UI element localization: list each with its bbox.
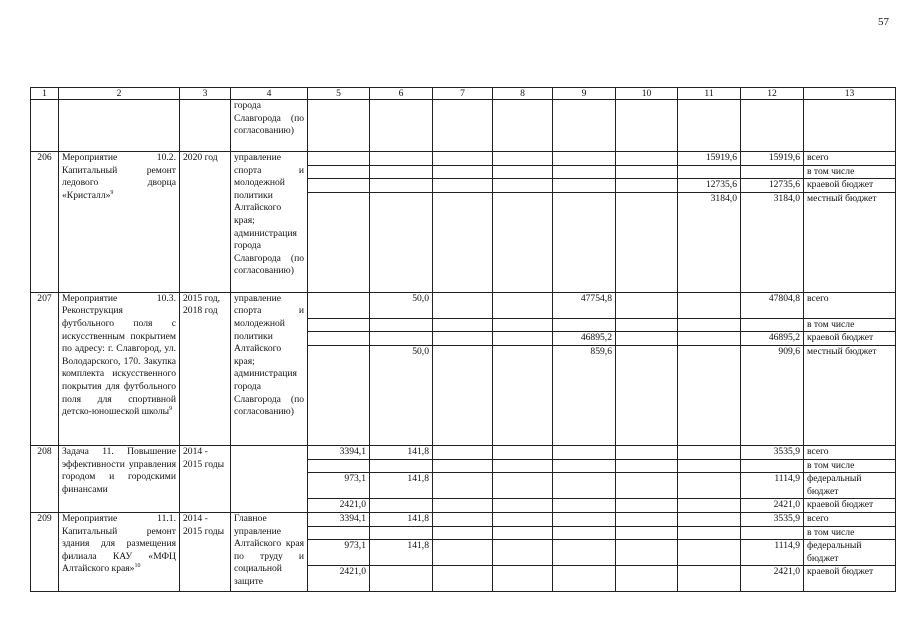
row-number: 207 <box>31 292 59 445</box>
value-cell: 50,0 <box>370 345 433 445</box>
value-cell: 46895,2 <box>553 332 616 346</box>
value-cell: 3394,1 <box>308 445 370 459</box>
value-cell: 973,1 <box>308 540 370 566</box>
value-cell: 47804,8 <box>741 292 804 318</box>
measure-name: Мероприятие 11.1. Капитальный ремонт здания для размещения филиала КАУ «МФЦ Алтайского края»$^{10}$ <box>59 512 180 591</box>
budget-label: всего <box>804 152 896 166</box>
value-cell: 2421,0 <box>741 566 804 592</box>
value-cell: 3535,9 <box>741 512 804 526</box>
value-cell: 15919,6 <box>678 152 741 166</box>
table-row <box>31 152 896 166</box>
footnote-mark: 9 <box>110 189 114 196</box>
value-cell: 12735,6 <box>741 179 804 193</box>
header-cell: 10 <box>616 88 678 100</box>
value-cell: 47754,8 <box>553 292 616 318</box>
header-cell: 7 <box>433 88 493 100</box>
year-cell: 2014 - 2015 годы <box>180 445 231 512</box>
value-cell <box>308 459 370 473</box>
value-cell: 15919,6 <box>741 152 804 166</box>
budget-label: краевой бюджет <box>804 179 896 193</box>
value-cell: 859,6 <box>553 345 616 445</box>
measure-name: Мероприятие 10.2. Капитальный ремонт ледового дворца «Кристалл»$^9$ <box>59 152 180 293</box>
value-cell <box>370 318 433 332</box>
budget-label: в том числе <box>804 318 896 332</box>
budget-label: всего <box>804 445 896 459</box>
budget-label: федеральный бюджет <box>804 540 896 566</box>
budget-label: всего <box>804 512 896 526</box>
table-row <box>31 512 896 526</box>
header-cell: 3 <box>180 88 231 100</box>
value-cell: 46895,2 <box>741 332 804 346</box>
budget-label: краевой бюджет <box>804 499 896 513</box>
value-cell <box>370 526 433 540</box>
budget-label: местный бюджет <box>804 192 896 292</box>
header-cell: 1 <box>31 88 59 100</box>
measure-name: Задача 11. Повышение эффективности управления городом и городскими финансами <box>59 445 180 512</box>
footnote-mark: 9 <box>169 405 173 412</box>
header-cell: 11 <box>678 88 741 100</box>
value-cell: 3535,9 <box>741 445 804 459</box>
value-cell: 1114,9 <box>741 540 804 566</box>
value-cell <box>741 165 804 179</box>
executor-cell: управление спорта и молодежной политики Алтайского края; администрация города Славгорода (по согласованию) <box>231 152 308 293</box>
value-cell: 12735,6 <box>678 179 741 193</box>
header-cell: 12 <box>741 88 804 100</box>
value-cell: 2421,0 <box>741 499 804 513</box>
row-number: 206 <box>31 152 59 293</box>
executor-cell: города Славгорода (по согласованию) <box>231 100 308 152</box>
table-row <box>31 100 896 152</box>
budget-label: местный бюджет <box>804 345 896 445</box>
value-cell: 2421,0 <box>308 499 370 513</box>
row-number: 208 <box>31 445 59 512</box>
header-cell: 4 <box>231 88 308 100</box>
value-cell <box>741 318 804 332</box>
budget-label: краевой бюджет <box>804 566 896 592</box>
footnote-mark: 10 <box>134 563 141 570</box>
header-cell: 6 <box>370 88 433 100</box>
value-cell <box>370 566 433 592</box>
budget-label: в том числе <box>804 526 896 540</box>
value-cell: 973,1 <box>308 473 370 499</box>
value-cell <box>370 499 433 513</box>
budget-label: краевой бюджет <box>804 332 896 346</box>
budget-label: всего <box>804 292 896 318</box>
page-number: 57 <box>878 16 889 28</box>
measure-name: Мероприятие 10.3. Реконструкция футбольного поля с искусственным покрытием по адресу: г. Славгород, ул. Володарского, 170. Закупка комплекта искусственного покрытия для футбольного поля для спортивной детско-юношеской школы$^9$ <box>59 292 180 445</box>
value-cell <box>370 459 433 473</box>
value-cell: 141,8 <box>370 445 433 459</box>
header-cell: 5 <box>308 88 370 100</box>
value-cell: 3184,0 <box>678 192 741 292</box>
value-cell: 3394,1 <box>308 512 370 526</box>
value-cell <box>741 459 804 473</box>
value-cell <box>308 526 370 540</box>
year-cell: 2020 год <box>180 152 231 293</box>
header-cell: 8 <box>493 88 553 100</box>
value-cell: 909,6 <box>741 345 804 445</box>
year-cell: 2014 - 2015 годы <box>180 512 231 591</box>
value-cell <box>678 165 741 179</box>
value-cell: 141,8 <box>370 473 433 499</box>
header-cell: 13 <box>804 88 896 100</box>
executor-cell: управление спорта и молодежной политики Алтайского края; администрация города Славгорода (по согласованию) <box>231 292 308 445</box>
header-cell: 9 <box>553 88 616 100</box>
value-cell: 3184,0 <box>741 192 804 292</box>
table-row <box>31 292 896 318</box>
budget-label: в том числе <box>804 165 896 179</box>
program-table <box>30 87 896 592</box>
year-cell: 2015 год, 2018 год <box>180 292 231 445</box>
value-cell: 1114,9 <box>741 473 804 499</box>
table-row <box>31 445 896 459</box>
header-row <box>31 88 896 100</box>
executor-cell: Главное управление Алтайского края по труду и социальной защите <box>231 512 308 591</box>
budget-label: в том числе <box>804 459 896 473</box>
budget-label: федеральный бюджет <box>804 473 896 499</box>
row-number: 209 <box>31 512 59 591</box>
value-cell: 141,8 <box>370 540 433 566</box>
value-cell <box>741 526 804 540</box>
value-cell: 141,8 <box>370 512 433 526</box>
executor-cell <box>231 445 308 512</box>
header-cell: 2 <box>59 88 180 100</box>
value-cell: 2421,0 <box>308 566 370 592</box>
value-cell: 50,0 <box>370 292 433 318</box>
value-cell <box>370 332 433 346</box>
value-cell <box>553 318 616 332</box>
